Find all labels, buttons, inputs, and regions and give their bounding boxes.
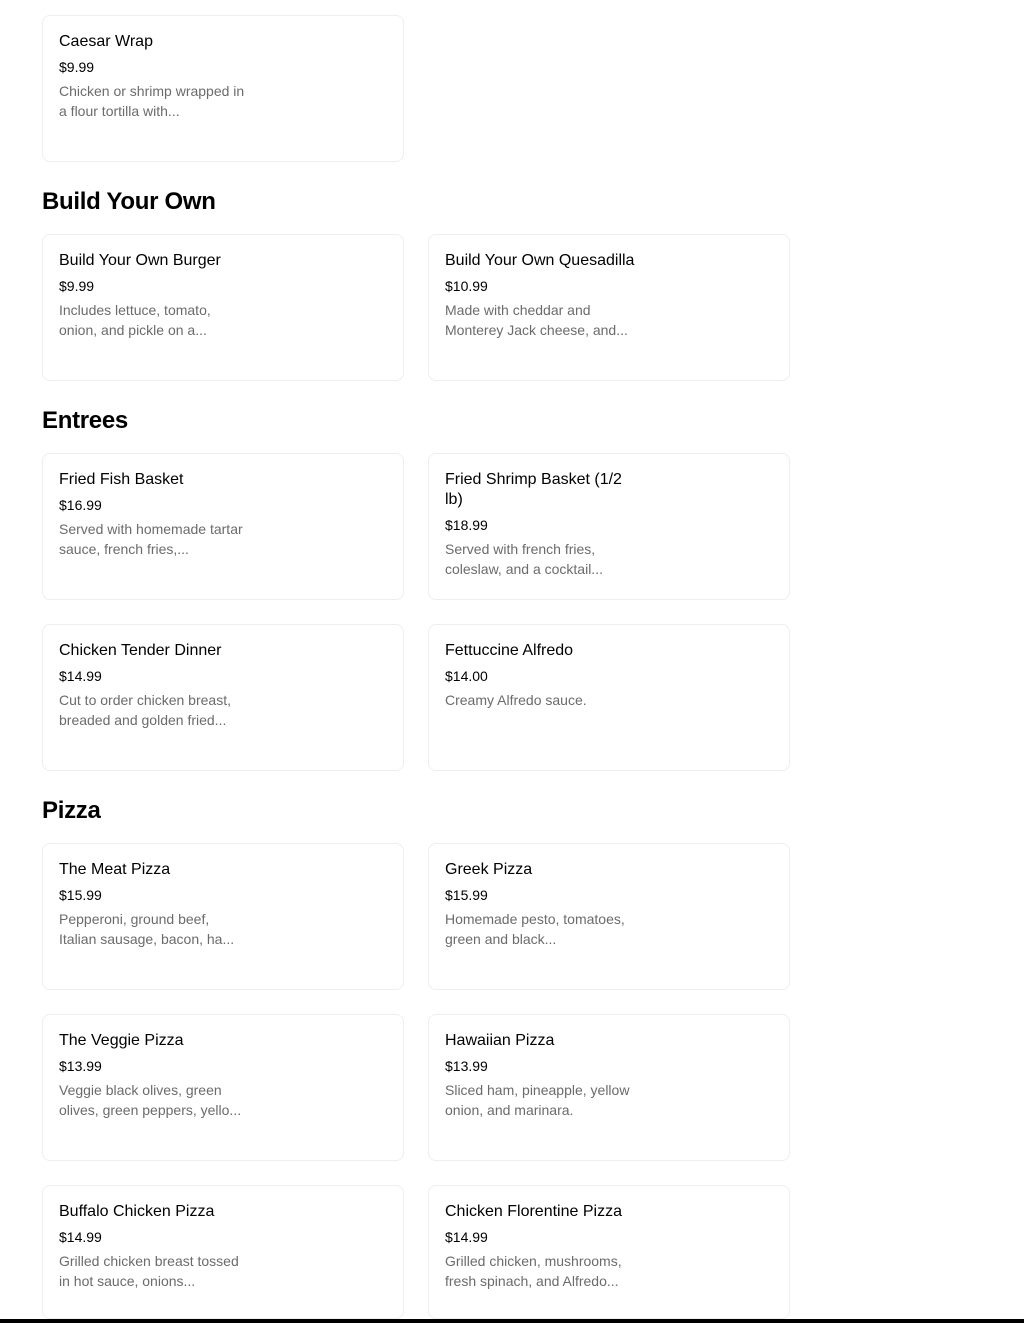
- menu-item-card[interactable]: [428, 453, 790, 600]
- item-description: Served with french fries, coleslaw, and a cocktail...: [445, 541, 603, 577]
- item-name: Hawaiian Pizza: [445, 1032, 555, 1049]
- item-price: $18.99: [445, 517, 488, 533]
- item-price: $10.99: [445, 278, 488, 294]
- section-title-pizza: Pizza: [42, 797, 101, 824]
- item-name: Chicken Tender Dinner: [59, 642, 222, 659]
- item-price: $15.99: [445, 887, 488, 903]
- menu-item-card[interactable]: [428, 843, 790, 990]
- item-name: Greek Pizza: [445, 861, 533, 878]
- item-name: The Meat Pizza: [59, 861, 171, 878]
- item-price: $14.99: [445, 1229, 488, 1245]
- menu-item-card[interactable]: [428, 1185, 790, 1319]
- item-description: Chicken or shrimp wrapped in a flour tortilla with...: [59, 83, 245, 119]
- item-description: Creamy Alfredo sauce.: [445, 692, 587, 708]
- item-description: Made with cheddar and Monterey Jack cheese, and...: [445, 302, 628, 338]
- menu-item-card[interactable]: [42, 624, 404, 771]
- item-price: $13.99: [59, 1058, 102, 1074]
- item-name: Build Your Own Quesadilla: [445, 252, 635, 269]
- item-price: $14.99: [59, 1229, 102, 1245]
- item-name: Caesar Wrap: [59, 33, 153, 50]
- item-description: Served with homemade tartar sauce, french fries,...: [59, 521, 243, 557]
- item-price: $9.99: [59, 59, 95, 75]
- item-description: Homemade pesto, tomatoes, green and black...: [445, 911, 625, 947]
- item-name: The Veggie Pizza: [59, 1032, 184, 1049]
- item-price: $13.99: [445, 1058, 488, 1074]
- item-price: $15.99: [59, 887, 102, 903]
- item-description: Sliced ham, pineapple, yellow onion, and marinara.: [445, 1082, 630, 1118]
- item-description: Pepperoni, ground beef, Italian sausage, bacon, ha...: [59, 911, 235, 947]
- item-description: Veggie black olives, green olives, green peppers, yello...: [59, 1082, 242, 1118]
- item-name: Chicken Florentine Pizza: [445, 1203, 622, 1220]
- item-price: $16.99: [59, 497, 102, 513]
- menu-item-card[interactable]: [428, 234, 790, 381]
- menu-item-card[interactable]: [42, 15, 404, 162]
- item-name: Fried Shrimp Basket (1/2 lb): [445, 471, 622, 508]
- item-name: Buffalo Chicken Pizza: [59, 1203, 215, 1220]
- menu-item-card[interactable]: [42, 843, 404, 990]
- section-title-build-your-own: Build Your Own: [42, 188, 216, 215]
- item-description: Includes lettuce, tomato, onion, and pickle on a...: [59, 302, 211, 338]
- item-description: Grilled chicken breast tossed in hot sauce, onions...: [59, 1253, 239, 1289]
- menu-item-card[interactable]: [428, 624, 790, 771]
- item-description: Grilled chicken, mushrooms, fresh spinach, and Alfredo...: [445, 1253, 622, 1289]
- menu-item-card[interactable]: [42, 1014, 404, 1161]
- menu-item-card[interactable]: [42, 234, 404, 381]
- item-name: Fettuccine Alfredo: [445, 642, 574, 659]
- item-name: Fried Fish Basket: [59, 471, 184, 488]
- item-name: Build Your Own Burger: [59, 252, 221, 269]
- menu-item-card[interactable]: [42, 453, 404, 600]
- item-price: $9.99: [59, 278, 95, 294]
- menu-item-card[interactable]: [428, 1014, 790, 1161]
- menu-item-card[interactable]: [42, 1185, 404, 1319]
- section-title-entrees: Entrees: [42, 407, 128, 434]
- bottom-bar: [0, 1319, 1024, 1323]
- item-price: $14.00: [445, 668, 488, 684]
- item-description: Cut to order chicken breast, breaded and golden fried...: [59, 692, 231, 728]
- item-price: $14.99: [59, 668, 102, 684]
